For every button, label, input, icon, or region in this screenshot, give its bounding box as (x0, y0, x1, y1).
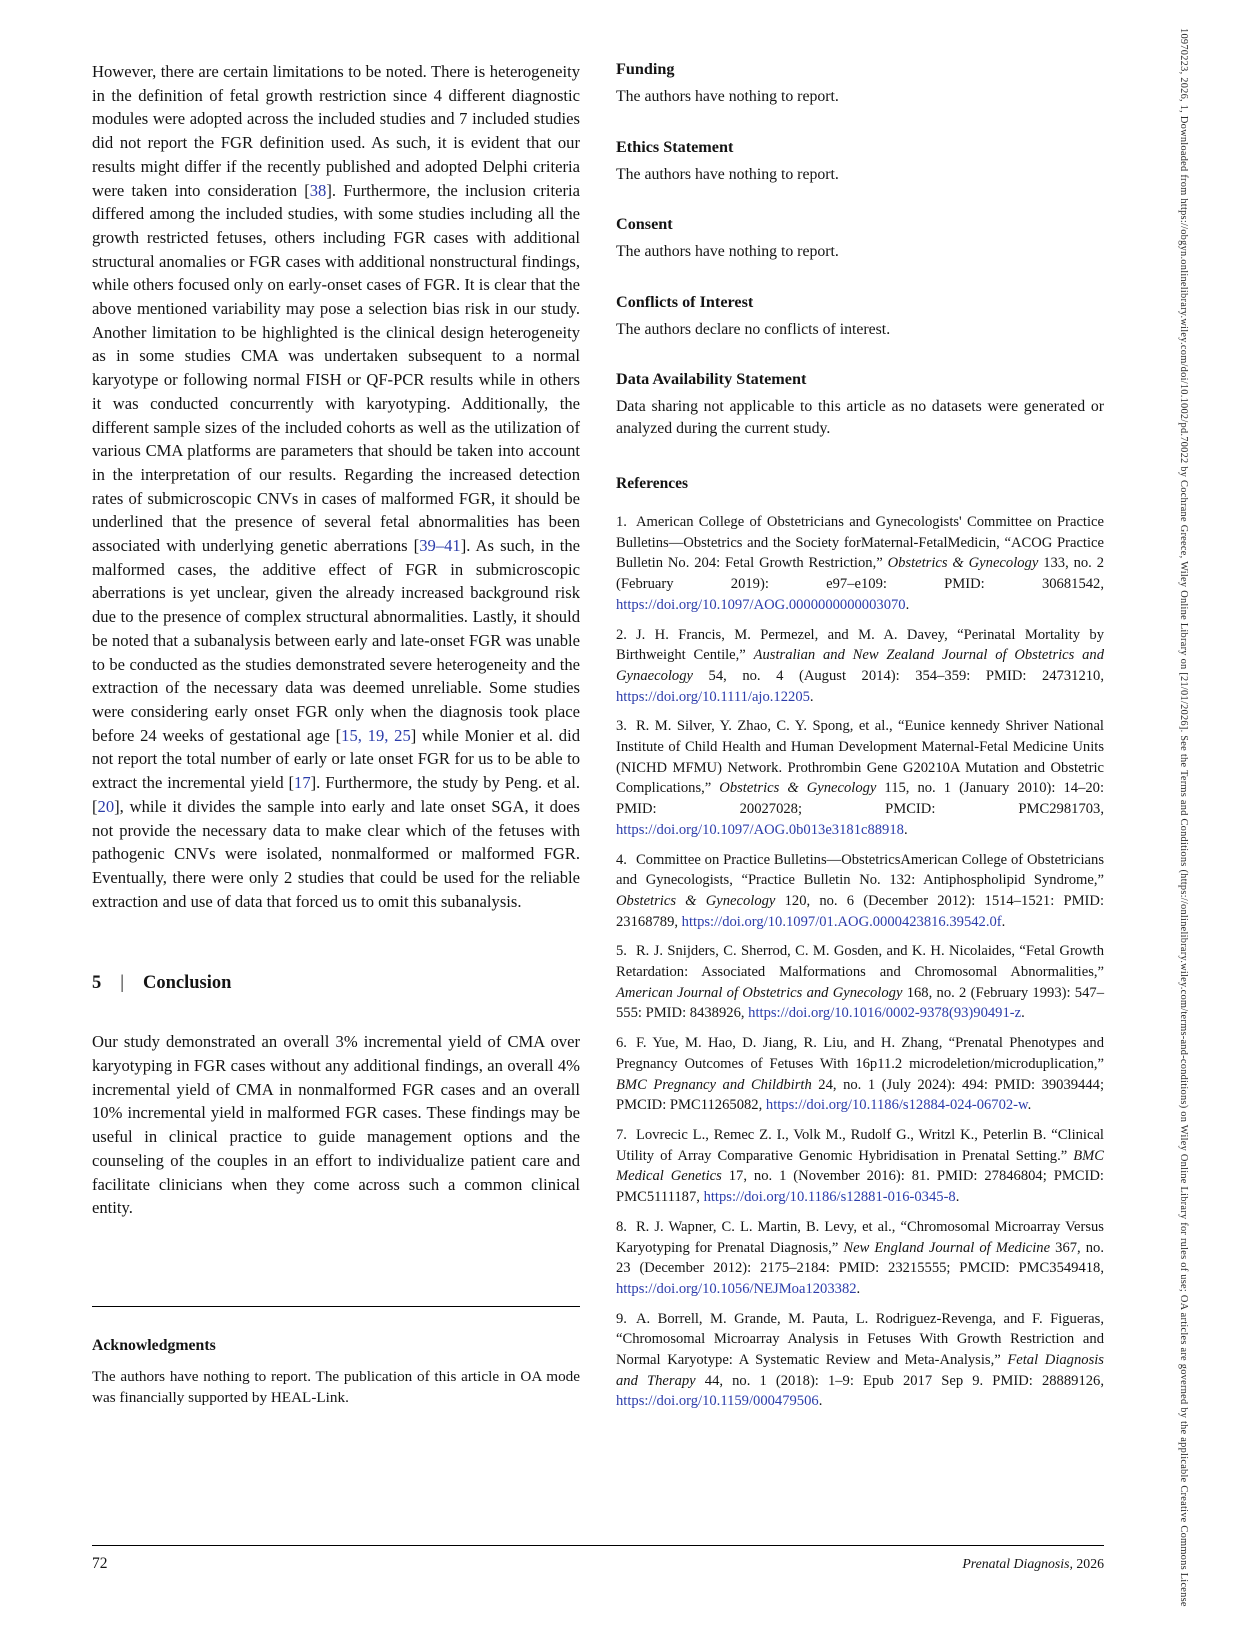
reference-text: Lovrecic L., Remec Z. I., Volk M., Rudolf G., Writzl K., Peterlin B. “Clinical Utility of Array Comparative Genomic Hybridisation in Prenatal Setting.” BMC Medical Genetics 17, no. 1 (November 2016): 81. PMID: 27846804; PMCID: PMC5111187, https://doi.org/10.1186/s12881-016-0345-8. (616, 1126, 1104, 1206)
reference-item (616, 850, 1104, 933)
reference-item (616, 625, 1104, 708)
statement-section (616, 60, 1104, 108)
statement-section (616, 370, 1104, 439)
statement-body: The authors have nothing to report. (616, 243, 839, 260)
doi-link[interactable]: https://doi.org/10.1097/01.AOG.0000423816.39542.0f (681, 913, 1002, 930)
section-title: Conclusion (142, 973, 232, 994)
conclusion-paragraph: Our study demonstrated an overall 3% incremental yield of CMA over karyotyping in FGR cases without any additional findings, an overall 4% incremental yield of CMA in nonmalformed FGR cases and an overall 10% incremental yield in malformed FGR cases. These findings may be useful in clinical practice to guide management options and the counseling of the couples in an effort to individualize patient care and facilitate clinicians when they come across such a common clinical entity. (92, 1032, 580, 1218)
reference-text: American College of Obstetricians and Gynecologists' Committee on Practice Bulletins—Obstetrics and the Society forMaternal-FetalMedicin, “ACOG Practice Bulletin No. 204: Fetal Growth Restriction,” Obstetrics & Gynecology 133, no. 2 (February 2019): e97–e109: PMID: 30681542, https://doi.org/10.1097/AOG.0000000000003070. (616, 514, 1104, 613)
conclusion-heading (92, 973, 580, 994)
journal-title-italic: American Journal of Obstetrics and Gynecology (616, 984, 903, 1001)
doi-link[interactable]: https://doi.org/10.1056/NEJMoa1203382 (616, 1280, 857, 1297)
citation-link[interactable]: 17 (294, 773, 311, 793)
references-heading: References (616, 475, 689, 492)
reference-number: 6. (616, 1035, 627, 1052)
statement-section (616, 293, 1104, 341)
reference-item (616, 1217, 1104, 1300)
statement-section (616, 215, 1104, 263)
reference-text: A. Borrell, M. Grande, M. Pauta, L. Rodriguez-Revenga, and F. Figueras, “Chromosomal Microarray Analysis in Fetuses With Growth Restriction and Normal Karyotype: A Systematic Review and Meta-Analysis,” Fetal Diagnosis and Therapy 44, no. 1 (2018): 1–9: Epub 2017 Sep 9. PMID: 28889126, https://doi.org/10.1159/000479506. (616, 1310, 1104, 1410)
citation-link[interactable]: 38 (309, 180, 327, 200)
doi-link[interactable]: https://doi.org/10.1016/0002-9378(93)90491-z (748, 1005, 1022, 1022)
reference-number: 8. (616, 1218, 627, 1235)
left-column (92, 60, 580, 1421)
reference-item (616, 1309, 1104, 1413)
journal-title-italic: BMC Pregnancy and Childbirth (616, 1076, 812, 1093)
reference-text: R. M. Silver, Y. Zhao, C. Y. Spong, et al., “Eunice kennedy Shriver National Institute of Child Health and Human Development Maternal-Fetal Medicine Units (NICHD MFMU) Network. Prothrombin Gene G20210A Mutation and Obstetric Complications,” Obstetrics & Gynecology 115, no. 1 (January 2010): 14–20: PMID: 20027028; PMCID: PMC2981703, https://doi.org/10.1097/AOG.0b013e3181c88918. (616, 718, 1105, 838)
reference-number: 2. (616, 626, 627, 643)
journal-name (962, 1556, 1104, 1572)
statement-body: The authors have nothing to report. (616, 165, 839, 183)
reference-number: 3. (616, 718, 627, 735)
journal-title-italic: New England Journal of Medicine (843, 1239, 1051, 1256)
statement-heading: Consent (616, 215, 673, 233)
statement-heading: Ethics Statement (616, 137, 734, 156)
reference-number: 1. (616, 514, 627, 530)
journal-name-italic: Prenatal Diagnosis, (962, 1556, 1073, 1571)
reference-number: 9. (616, 1310, 627, 1327)
journal-title-italic: Obstetrics & Gynecology (616, 892, 776, 909)
statement-body: Data sharing not applicable to this article as no datasets were generated or analyzed during the current study. (616, 398, 1104, 437)
reference-number: 5. (616, 943, 627, 960)
acknowledgments-heading: Acknowledgments (92, 1336, 216, 1354)
reference-item (616, 716, 1104, 840)
journal-title-italic: Australian and New Zealand Journal of Obstetrics and Gynaecology (616, 647, 1105, 684)
doi-link[interactable]: https://doi.org/10.1186/s12884-024-06702-w (765, 1097, 1028, 1114)
statement-heading: Data Availability Statement (616, 370, 807, 388)
right-column (616, 60, 1104, 1421)
doi-link[interactable]: https://doi.org/10.1159/000479506 (616, 1393, 819, 1410)
statement-body: The authors declare no conflicts of interest. (616, 320, 891, 338)
footer-divider (92, 1545, 1104, 1546)
reference-item (616, 512, 1104, 616)
reference-text: Committee on Practice Bulletins—ObstetricsAmerican College of Obstetricians and Gynecologists, “Practice Bulletin No. 132: Antiphospholipid Syndrome,” Obstetrics & Gynecology 120, no. 6 (December 2012): 1514–1521: PMID: 23168789, https://doi.org/10.1097/01.AOG.0000423816.39542.0f. (616, 851, 1104, 930)
reference-item (616, 1125, 1104, 1208)
section-number: 5 (92, 973, 102, 994)
page-footer (92, 1545, 1104, 1573)
citation-link[interactable]: 20 (97, 796, 115, 816)
journal-year: 2026 (1072, 1556, 1104, 1571)
limitations-paragraph: However, there are certain limitations to be noted. There is heterogeneity in the definition of fetal growth restriction since 4 different diagnostic modules were adopted across the included studies and 7 included studies did not report the FGR definition used. As such, it is evident that our results might differ if the recently published and adopted Delphi criteria were taken into consideration [38]. Furthermore, the inclusion criteria differed among the included studies, with some studies including all the growth restricted fetuses, others including FGR cases with additional structural anomalies or FGR cases with additional nonstructural findings, while others focused only on early-onset cases of FGR. It is clear that the above mentioned variability may pose a selection bias risk in our study. Another limitation to be highlighted is the clinical design heterogeneity as in some studies CMA was undertaken subsequent to a normal karyotype or following normal FISH or QF-PCR results while in others it was conducted concurrently with karyotyping. Additionally, the different sample sizes of the included cohorts as well as the utilization of various CMA platforms are parameters that should be taken into account in the interpretation of our results. Regarding the increased detection rates of submicroscopic CNVs in cases of malformed FGR, it should be underlined that the presence of several fetal abnormalities has been associated with underlying genetic aberrations [39–41]. As such, in the malformed cases, the additive effect of FGR in submicroscopic aberrations is yet unclear, given the already increased background risk due to the presence of complex structural abnormalities. Lastly, it should be noted that a subanalysis between early and late-onset FGR was unable to be conducted as the studies demonstrated severe heterogeneity and the extraction of the necessary data was deemed unreliable. Some studies were considering early onset FGR only when the diagnosis took place before 24 weeks of gestational age [15, 19, 25] while Monier et al. did not report the total number of early or late onset FGR for us to be able to extract the incremental yield [17]. Furthermore, the study by Peng. et al. [20], while it divides the sample into early and late onset SGA, it does not provide the necessary data to make clear which of the fetuses with pathogenic CNVs were isolated, nonmalformed or malformed FGR. Eventually, there were only 2 studies that could be used for the reliable extraction and use of data that forced us to omit this subanalysis. (92, 62, 581, 911)
acknowledgments-text: The authors have nothing to report. The publication of this article in OA mode was financially supported by HEAL-Link. (92, 1367, 580, 1407)
citation-link[interactable]: 39–41 (419, 536, 461, 556)
statement-section (616, 138, 1104, 186)
journal-title-italic: BMC Medical Genetics (616, 1147, 1104, 1185)
acknowledgments-divider (92, 1306, 580, 1307)
statement-body: The authors have nothing to report. (616, 88, 839, 105)
statement-heading: Conflicts of Interest (616, 292, 754, 311)
reference-text: J. H. Francis, M. Permezel, and M. A. Davey, “Perinatal Mortality by Birthweight Centile,” Australian and New Zealand Journal of Obstetrics and Gynaecology 54, no. 4 (August 2014): 354–359: PMID: 24731210, https://doi.org/10.1111/ajo.12205. (616, 626, 1105, 705)
reference-text: R. J. Snijders, C. Sherrod, C. M. Gosden, and K. H. Nicolaides, “Fetal Growth Retardation: Associated Malformations and Chromosomal Abnormalities,” American Journal of Obstetrics and Gynecology 168, no. 2 (February 1993): 547–555: PMID: 8438926, https://doi.org/10.1016/0002-9378(93)90491-z. (616, 943, 1104, 1022)
doi-link[interactable]: https://doi.org/10.1097/AOG.0b013e3181c88918 (616, 821, 904, 838)
reference-number: 7. (616, 1126, 627, 1143)
citation-link[interactable]: 15, 19, 25 (341, 725, 411, 745)
reference-number: 4. (616, 851, 627, 868)
reference-item (616, 941, 1104, 1024)
doi-link[interactable]: https://doi.org/10.1186/s12881-016-0345-8 (703, 1189, 956, 1206)
two-column-content (92, 60, 1104, 1421)
statement-sections (616, 60, 1104, 439)
page-number: 72 (92, 1555, 108, 1572)
heading-separator: | (120, 973, 124, 994)
doi-link[interactable]: https://doi.org/10.1097/AOG.0000000000003070 (616, 596, 906, 613)
references-list (616, 512, 1104, 1412)
statement-heading: Funding (616, 60, 675, 78)
journal-title-italic: Fetal Diagnosis and Therapy (616, 1352, 1104, 1389)
reference-item (616, 1033, 1104, 1116)
provenance-sidebar-text: 10970223, 2026, 1, Downloaded from https://obgyn.onlinelibrary.wiley.com/doi/10.1002/pd.70022 by Cochrane Greece, Wiley Online Library on [21/01/2026]. See the Terms and Conditions (https://onlinelibrary.wiley.com/terms-and-conditions) on Wiley Online Library for rules of use; OA articles are governed by the applicable Creative Commons License (1178, 28, 1189, 1607)
reference-text: R. J. Wapner, C. L. Martin, B. Levy, et al., “Chromosomal Microarray Versus Karyotyping for Prenatal Diagnosis,” New England Journal of Medicine 367, no. 23 (December 2012): 2175–2184: PMID: 23215555; PMCID: PMC3549418, https://doi.org/10.1056/NEJMoa1203382. (616, 1218, 1105, 1297)
journal-title-italic: Obstetrics & Gynecology (719, 780, 877, 797)
journal-title-italic: Obstetrics & Gynecology (887, 555, 1039, 572)
doi-link[interactable]: https://doi.org/10.1111/ajo.12205 (616, 688, 810, 705)
reference-text: F. Yue, M. Hao, D. Jiang, R. Liu, and H. Zhang, “Prenatal Phenotypes and Pregnancy Outcomes of Fetuses With 16p11.2 microdeletion/microduplication,” BMC Pregnancy and Childbirth 24, no. 1 (July 2024): 494: PMID: 39039444; PMCID: PMC11265082, https://doi.org/10.1186/s12884-024-06702-w. (616, 1035, 1104, 1114)
